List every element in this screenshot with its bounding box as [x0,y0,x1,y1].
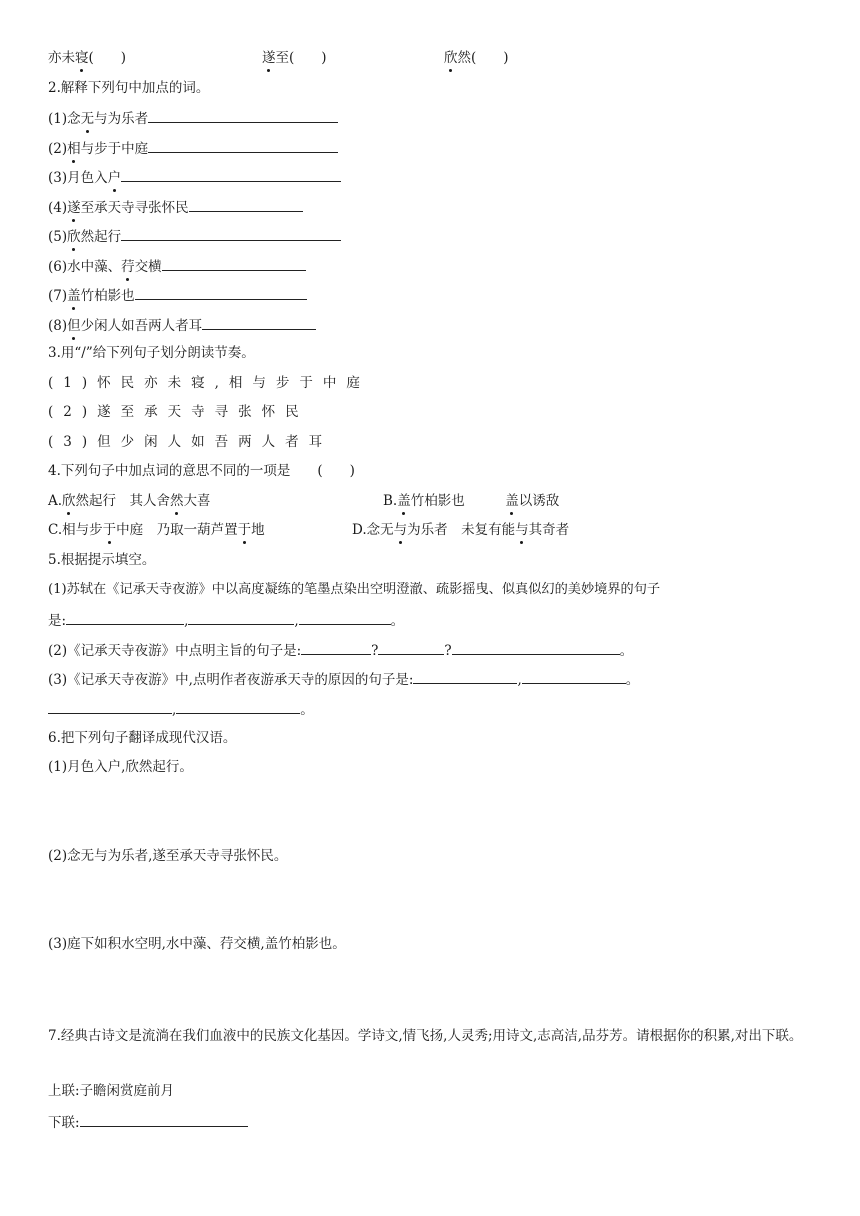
q5-sentence-2 [48,639,633,661]
answer-blank[interactable] [135,284,307,300]
item-number: (1) [48,111,68,127]
dotted-char: 无 [80,111,95,127]
q1-item-3 [444,48,509,68]
answer-blank[interactable] [189,196,303,212]
q6-title: 6.把下列句子翻译成现代汉语。 [48,730,237,746]
q2-item-2 [48,137,338,159]
q2-item-7 [48,284,307,306]
dotted-char: 于 [102,522,117,538]
prompt-text: 下联: [48,1115,80,1131]
dotted-char: 遂 [262,50,276,66]
punctuation: 。 [625,672,640,688]
q4-option-c[interactable] [48,520,265,540]
q2-item-3 [48,166,341,188]
dotted-char: 欣 [67,229,81,245]
option-text: 念无 [366,522,394,538]
punctuation: , [294,613,299,629]
option-text: 中庭 乃取一葫芦置 [116,522,238,538]
item-number: (4) [48,200,68,216]
q1-item-1-paren: ( ) [88,50,127,66]
answer-blank[interactable] [148,107,338,123]
dotted-char: 盖 [505,493,519,509]
answer-blank[interactable] [66,609,184,625]
option-label: D. [352,522,367,538]
q1-item-1-text: 亦未 [48,50,75,66]
punctuation: , [172,702,177,718]
prompt-text: 是: [48,613,67,629]
q5-sentence-1-blanks [48,609,404,631]
dotted-char: 欣 [62,493,76,509]
q1-item-2-text: 至( ) [275,50,327,66]
q2-item-8 [48,314,316,336]
option-text: 竹柏影也 [410,493,506,509]
q1-item-2 [262,48,327,68]
punctuation: 。 [619,643,634,659]
answer-blank[interactable] [176,698,300,714]
item-number: (7) [48,288,68,304]
q6-item-3: (3)庭下如积水空明,水中藻、荇交横,盖竹柏影也。 [48,936,346,952]
item-number: (8) [48,318,68,334]
q1-item-1 [48,48,126,68]
q2-item-1 [48,107,338,129]
q4-option-d[interactable] [352,520,569,540]
dotted-char: 与 [515,522,529,538]
item-text: 竹柏影也 [80,288,135,304]
option-label: C. [48,522,63,538]
answer-blank[interactable] [162,255,306,271]
option-label: B. [383,493,398,509]
answer-blank[interactable] [202,314,316,330]
q2-item-6 [48,255,306,277]
dotted-char: 与 [393,522,408,538]
q3-item-3: (3)但少闲人如吾两人者耳 [48,434,333,450]
q7-lower-couplet [48,1111,248,1133]
q5-title: 5.根据提示填空。 [48,552,156,568]
item-text: 交横 [134,259,162,275]
dotted-char: 荇 [121,259,135,275]
dotted-char: 遂 [67,200,81,216]
dotted-char: 欣 [444,50,458,66]
q5-sentence-1: (1)苏轼在《记承天寺夜游》中以高度凝练的笔墨点染出空明澄澈、疏影摇曳、似真似幻的美妙境界的句子 [48,582,661,597]
option-label: A. [48,493,63,509]
option-text: 然起行 其人舍 [75,493,171,509]
dotted-char: 盖 [397,493,411,509]
punctuation: , [184,613,189,629]
dotted-char: 然 [170,493,184,509]
answer-blank[interactable] [413,668,517,684]
answer-blank[interactable] [148,137,338,153]
item-text: 与为乐者 [94,111,149,127]
q1-item-3-text: 然( ) [457,50,509,66]
dotted-char: 于 [237,522,252,538]
answer-blank[interactable] [80,1111,248,1127]
dotted-char: 户 [107,170,122,186]
prompt-text: (3)《记承天寺夜游》中,点明作者夜游承天寺的原因的句子是: [48,672,414,688]
item-text: 月色入 [67,170,108,186]
q4-option-b[interactable] [383,491,559,511]
item-number: (5) [48,229,68,245]
q3-title: 3.用“/”给下列句子划分朗读节奏。 [48,345,255,361]
option-text: 相与步 [62,522,103,538]
dotted-char: 但 [67,318,81,334]
answer-blank[interactable] [299,609,391,625]
q7-title: 7.经典古诗文是流淌在我们血液中的民族文化基因。学诗文,情飞扬,人灵秀;用诗文,志高洁,品芬芳。请根据你的积累,对出下联。 [48,1028,803,1044]
item-text: 然起行 [80,229,122,245]
answer-blank[interactable] [522,668,626,684]
prompt-text: (2)《记承天寺夜游》中点明主旨的句子是: [48,643,302,659]
answer-blank[interactable] [121,166,341,182]
dotted-char: 相 [67,141,81,157]
answer-blank[interactable] [301,639,371,655]
q5-sentence-3 [48,668,639,690]
item-number: (3) [48,170,68,186]
q7-upper-couplet: 上联:子瞻闲赏庭前月 [48,1083,175,1099]
item-number: (6) [48,259,68,275]
q2-title: 2.解释下列句中加点的词。 [48,80,210,96]
dotted-char: 寝 [75,50,89,66]
q5-sentence-3-cont [48,698,314,720]
punctuation: ? [444,643,452,659]
option-text: 地 [251,522,265,538]
answer-blank[interactable] [378,639,444,655]
option-text: 其奇者 [528,522,570,538]
item-text: 至承天寺寻张怀民 [80,200,189,216]
punctuation: ? [371,643,379,659]
item-text: 水中藻、 [67,259,122,275]
option-text: 以诱敌 [518,493,560,509]
q3-item-1: (1)怀民亦未寝,相与步于中庭 [48,375,370,391]
item-text: 与步于中庭 [80,141,149,157]
answer-blank[interactable] [188,609,294,625]
answer-blank[interactable] [452,639,620,655]
q6-item-1: (1)月色入户,欣然起行。 [48,759,193,775]
punctuation: , [517,672,522,688]
option-text: 为乐者 未复有能 [407,522,516,538]
item-number: (2) [48,141,68,157]
q4-title: 4.下列句子中加点词的意思不同的一项是 ( ) [48,463,355,479]
option-text: 大喜 [183,493,211,509]
item-text: 念 [67,111,81,127]
dotted-char: 盖 [67,288,81,304]
item-text: 少闲人如吾两人者耳 [80,318,203,334]
q4-option-a[interactable] [48,491,211,511]
q2-item-4 [48,196,303,218]
punctuation: 。 [390,613,405,629]
q6-item-2: (2)念无与为乐者,遂至承天寺寻张怀民。 [48,848,288,864]
q2-item-5 [48,225,341,247]
answer-blank[interactable] [48,698,172,714]
answer-blank[interactable] [121,225,341,241]
q3-item-2: (2)遂至承天寺寻张怀民 [48,404,309,420]
punctuation: 。 [300,702,314,718]
